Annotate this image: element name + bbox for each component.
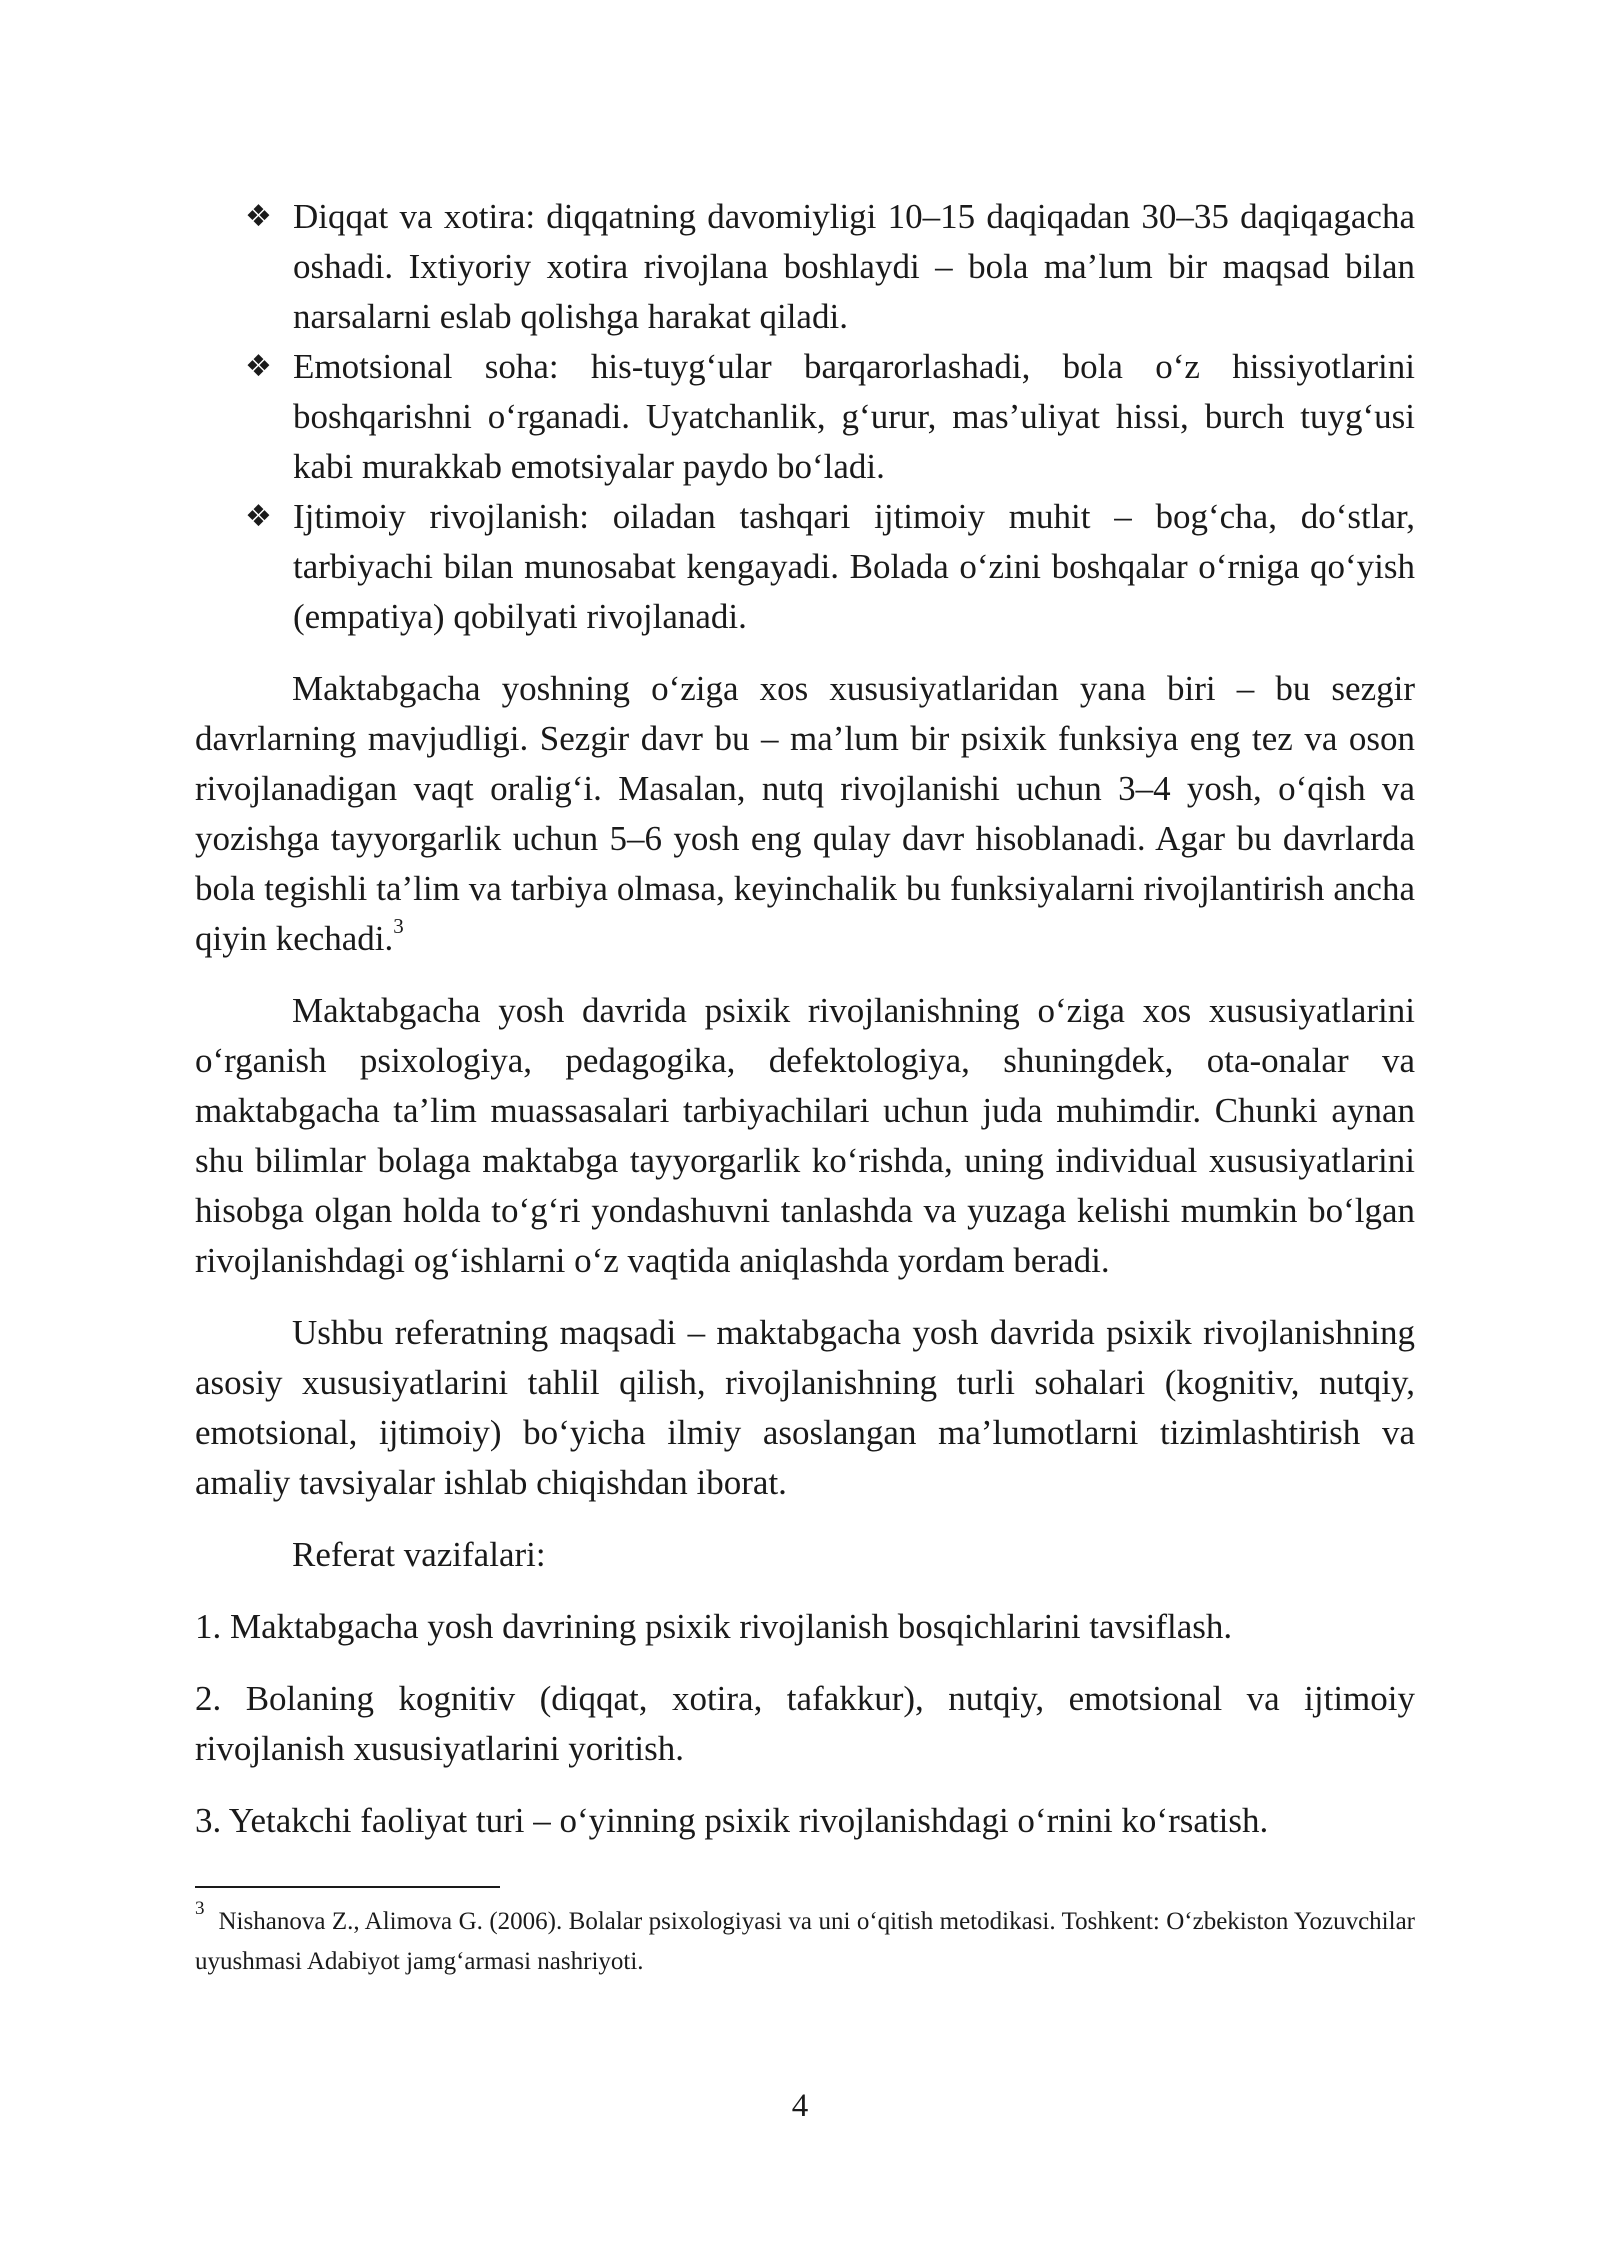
bullet-list [195,192,1415,642]
bullet-item-attention-memory [195,192,1415,342]
task-item-3: 3. Yetakchi faoliyat turi – o‘yinning psixik rivojlanishdagi o‘rnini ko‘rsatish. [195,1801,1269,1840]
bullet-text: Ijtimoiy rivojlanish: oiladan tashqari ijtimoiy muhit – bog‘cha, do‘stlar, tarbiyachi bilan munosabat kengayadi. Bolada o‘zini boshqalar o‘rniga qo‘yish (empatiya) qobilyati rivojlanadi. [293,497,1415,636]
diamond-bullet-icon: ❖ [245,199,272,234]
paragraph-text: Maktabgacha yoshning o‘ziga xos xususiyatlaridan yana biri – bu sezgir davrlarning mavjudligi. Sezgir davr bu – ma’lum bir psixik funksiya eng tez va oson rivojlanadigan vaqt oralig‘i. Masalan, nutq rivojlanishi uchun 3–4 yosh, o‘qish va yozishga tayyorgarlik uchun 5–6 yosh eng qulay davr hisoblanadi. Agar bu davrlarda bola tegishli ta’lim va tarbiya olmasa, keyinchalik bu funksiyalarni rivojlantirish ancha qiyin kechadi. [195,669,1415,958]
diamond-bullet-icon: ❖ [245,349,272,384]
footnote-reference[interactable]: 3 [393,914,404,939]
document-page [195,192,1415,1982]
paragraph-sensitive-periods [195,664,1415,964]
diamond-bullet-icon: ❖ [245,499,272,534]
footnote-separator [195,1886,500,1888]
bullet-item-social [195,492,1415,642]
footnote-number: 3 [195,1897,205,1919]
task-item-1: 1. Maktabgacha yosh davrining psixik rivojlanish bosqichlarini tavsiflash. [195,1607,1233,1646]
paragraph-aim: Ushbu referatning maqsadi – maktabgacha yosh davrida psixik rivojlanishning asosiy xususiyatlarini tahlil qilish, rivojlanishning turli sohalari (kognitiv, nutqiy, emotsional, ijtimoiy) bo‘yicha ilmiy asoslangan ma’lumotlarni tizimlashtirish va amaliy tavsiyalar ishlab chiqishdan iborat. [195,1313,1415,1502]
footnote [195,1897,1415,1982]
tasks-heading: Referat vazifalari: [292,1535,546,1574]
footnote-text: Nishanova Z., Alimova G. (2006). Bolalar psixologiyasi va uni o‘qitish metodikasi. Toshkent: O‘zbekiston Yozuvchilar uyushmasi Adabiyot jamg‘armasi nashriyoti. [195,1908,1415,1975]
bullet-text: Emotsional soha: his-tuyg‘ular barqarorlashadi, bola o‘z hissiyotlarini boshqarishni o‘rganadi. Uyatchanlik, g‘urur, mas’uliyat hissi, burch tuyg‘usi kabi murakkab emotsiyalar paydo bo‘ladi. [293,347,1415,486]
page-number: 4 [791,2088,809,2124]
bullet-item-emotional [195,342,1415,492]
paragraph-importance: Maktabgacha yosh davrida psixik rivojlanishning o‘ziga xos xususiyatlarini o‘rganish psixologiya, pedagogika, defektologiya, shuningdek, ota-onalar va maktabgacha ta’lim muassasalari tarbiyachilari uchun juda muhimdir. Chunki aynan shu bilimlar bolaga maktabga tayyorgarlik ko‘rishda, uning individual xususiyatlarini hisobga olgan holda to‘g‘ri yondashuvni tanlashda va yuzaga kelishi mumkin bo‘lgan rivojlanishdagi og‘ishlarni o‘z vaqtida aniqlashda yordam beradi. [195,991,1415,1280]
bullet-text: Diqqat va xotira: diqqatning davomiyligi 10–15 daqiqadan 30–35 daqiqagacha oshadi. Ixtiyoriy xotira rivojlana boshlaydi – bola ma’lum bir maqsad bilan narsalarni eslab qolishga harakat qiladi. [293,197,1415,336]
task-item-2: 2. Bolaning kognitiv (diqqat, xotira, tafakkur), nutqiy, emotsional va ijtimoiy rivojlanish xususiyatlarini yoritish. [195,1679,1415,1768]
